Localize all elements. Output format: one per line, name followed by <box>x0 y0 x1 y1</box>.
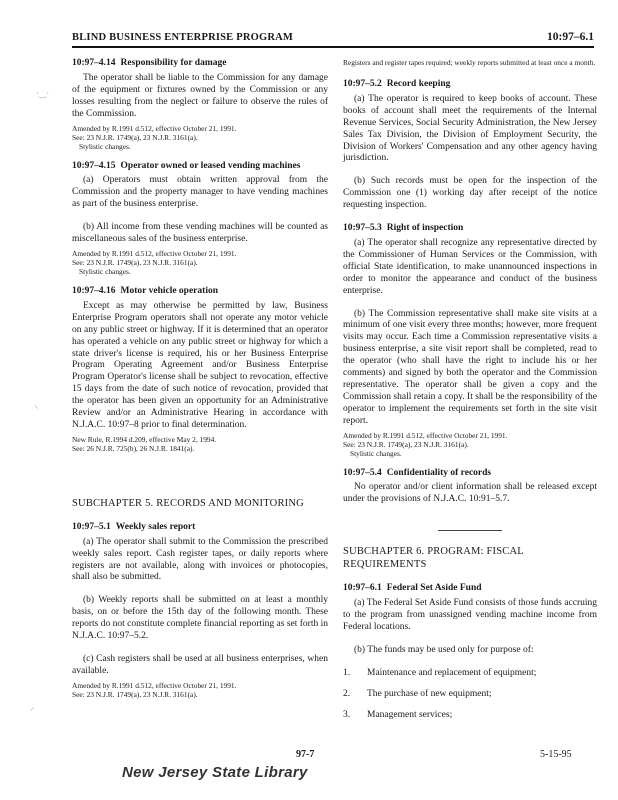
history-note: New Rule, R.1994 d.209, effective May 2, 1994. See: 26 N.J.R. 725(b), 26 N.J.R. 1841(a). <box>72 434 217 453</box>
header-title: BLIND BUSINESS ENTERPRISE PROGRAM <box>72 32 294 43</box>
history-note: Amended by R.1991 d.512, effective October 21, 1991. See: 23 N.J.R. 1749(a), 23 N.J.R. 3161(a). Stylistic changes. <box>72 123 237 151</box>
paragraph: (a) The Federal Set Aside Fund consists of those funds accruing to the program from unassigned vending machine income from Federal locations. <box>343 598 597 632</box>
section-heading: 10:97–5.2 Record keeping <box>343 79 451 89</box>
section-divider <box>438 530 502 531</box>
history-note: Amended by R.1991 d.512, effective October 21, 1991. See: 23 N.J.R. 1749(a), 23 N.J.R. 3161(a). Stylistic changes. <box>343 430 508 458</box>
history-note: Amended by R.1991 d.512, effective October 21, 1991. See: 23 N.J.R. 1749(a), 23 N.J.R. 3161(a). <box>72 680 237 699</box>
list-item: 2. The purchase of new equipment; <box>343 688 492 699</box>
paragraph: (c) Cash registers shall be used at all business enterprises, when available. <box>72 654 328 676</box>
paragraph: (b) The Commission representative shall make site visits at a minimum of one visit every three months; however, more frequent visits may occur. Each time a Commission representative visits a business enterprise, a site visit report shall be completed, read to the operator (who shall have the right to include his or her comments) and signed by both the operator and the Commission representative. The operator shall be given a copy and the Commission shall retain a copy. It shall be the responsibility of the operator to implement the requirements set forth in the site visit report. <box>343 308 597 426</box>
subchapter-heading: SUBCHAPTER 5. RECORDS AND MONITORING <box>72 497 304 509</box>
paragraph: (a) The operator shall recognize any representative directed by the Commissioner of Human Services or the Commission, with official State identification, to make unannounced inspections in order to monitor the appearance and conduct of the business enterprise. <box>343 237 597 296</box>
section-heading: 10:97–4.14 Responsibility for damage <box>72 58 227 68</box>
section-heading: 10:97–4.16 Motor vehicle operation <box>72 285 218 296</box>
paragraph: Except as may otherwise be permitted by law, Business Enterprise Program operators shall not operate any motor vehicle on any public street or highway. If it is determined that an operator has operated a vehicle on any public street or highway for which a state driver's license is required, his or her Business Enterprise Program Operating Agreement and/or Business Enterprise Program Operator's license shall be subject to revocation, effective 15 days from the date of such notice of revocation, provided that the operator has been given an opportunity for an Administrative Review and/or an Administrative Hearing in accordance with N.J.A.C. 10:97–8 prior to final determination. <box>72 300 328 430</box>
page-number: 97-7 <box>296 749 315 760</box>
paragraph: (b) Weekly reports shall be submitted on at least a monthly basis, on or before the 15th day of the following month. These reports do not constitute complete financial reporting as set forth in N.J.A.C. 10:97–5.2. <box>72 595 328 642</box>
purpose-list <box>343 668 597 722</box>
section-heading: 10:97–5.3 Right of inspection <box>343 223 464 234</box>
paragraph: (a) The operator is required to keep books of account. These books of account shall meet the requirements of the Internal Revenue Services, Social Security Administration, the New Jersey Sales Tax Division, the Division of Employment Security, the Division of Workers' Compensation and any other agency having jurisdiction. <box>343 93 597 164</box>
margin-speck: ⸜ <box>34 400 39 410</box>
history-note: Registers and register tapes required; weekly reports submitted at least once a month. <box>343 58 596 67</box>
running-header <box>72 30 594 48</box>
margin-speck: ⸝ <box>30 702 35 712</box>
right-column <box>343 58 597 731</box>
history-note: Amended by R.1991 d.512, effective October 21, 1991. See: 23 N.J.R. 1749(a), 23 N.J.R. 3161(a). Stylistic changes. <box>72 248 237 276</box>
paragraph: (b) All income from these vending machines will be counted as miscellaneous sales of the business enterprise. <box>72 222 328 245</box>
section-heading: 10:97–5.4 Confidentiality of records <box>343 467 492 478</box>
list-item: 3. Management services; <box>343 709 453 720</box>
section-heading: 10:97–5.1 Weekly sales report <box>72 521 196 532</box>
section-heading: 10:97–4.15 Operator owned or leased vending machines <box>72 160 301 171</box>
margin-speck: ·‿· <box>36 88 50 98</box>
paragraph: The operator shall be liable to the Commission for any damage of the equipment or fixtures owned by the Commission or any losses resulting from the neglect or failure to observe the rules of the Commission. <box>72 72 328 119</box>
library-stamp: New Jersey State Library <box>122 764 308 781</box>
paragraph: No operator and/or client information shall be released except under the provisions of N.J.A.C. 10:91–5.7. <box>343 482 597 505</box>
section-heading: 10:97–6.1 Federal Set Aside Fund <box>343 583 482 594</box>
subchapter-heading: SUBCHAPTER 6. PROGRAM: FISCAL REQUIREMENTS <box>343 546 524 571</box>
paragraph: (a) Operators must obtain written approval from the Commission and the property manager to have vending machines as part of the business enterprise. <box>72 175 328 210</box>
paragraph: (a) The operator shall submit to the Commission the prescribed weekly sales report. Cash register tapes, or daily reports where registers are not available, along with invoices or photocopies, shall also be submitted. <box>72 536 328 583</box>
header-section-number: 10:97–6.1 <box>547 31 594 43</box>
paragraph: (b) Such records must be open for the inspection of the Commission one (1) working day after receipt of the notice requesting inspection. <box>343 176 597 211</box>
revision-date: 5-15-95 <box>540 749 572 760</box>
left-column <box>72 58 328 709</box>
list-item: 1. Maintenance and replacement of equipment; <box>343 667 537 678</box>
paragraph: (b) The funds may be used only for purpose of: <box>354 644 534 655</box>
